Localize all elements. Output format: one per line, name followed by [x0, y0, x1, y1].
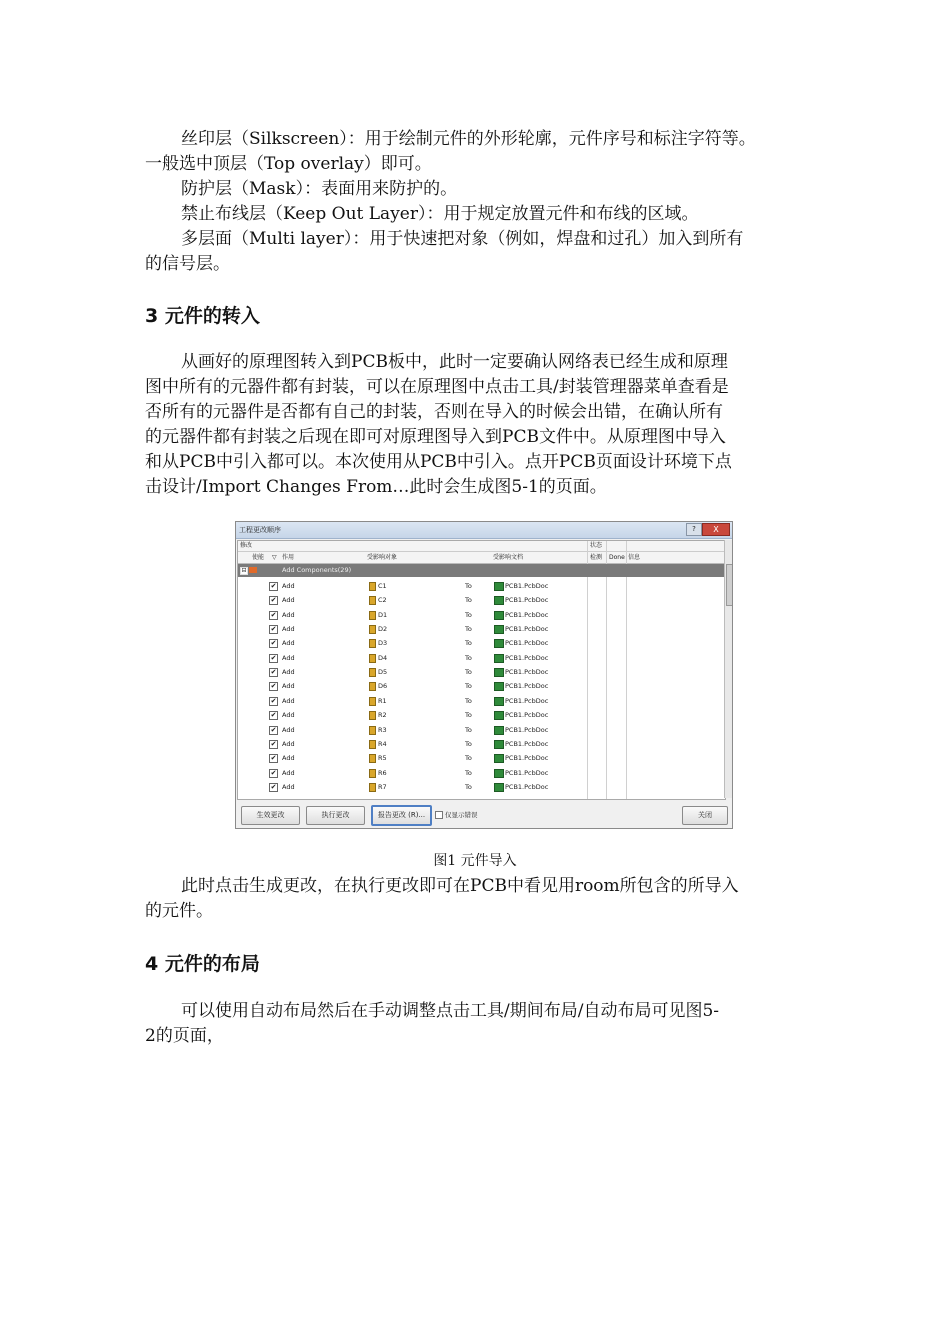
- pcb-document-icon: [494, 726, 504, 735]
- component-icon: [369, 582, 376, 591]
- table-row[interactable]: [238, 780, 588, 794]
- row-affected-object: R1: [378, 696, 387, 705]
- row-affected-object: D6: [378, 682, 388, 691]
- component-icon: [369, 682, 376, 691]
- paragraph-generate: [145, 874, 810, 924]
- row-affected-document: PCB1.PcbDoc: [505, 682, 549, 691]
- table-row[interactable]: [238, 636, 588, 650]
- text-line: 的信号层。: [145, 254, 230, 274]
- vertical-scrollbar[interactable]: [724, 540, 733, 798]
- pcb-document-icon: [494, 625, 504, 634]
- enable-checkbox[interactable]: ✔: [270, 725, 277, 734]
- text-line: 一般选中顶层（Top overlay）即可。: [145, 154, 432, 174]
- row-affected-document: PCB1.PcbDoc: [505, 610, 549, 619]
- text-line: 可以使用自动布局然后在手动调整点击工具/期间布局/自动布局可见图5-: [181, 1001, 720, 1021]
- component-icon: [369, 783, 376, 792]
- paragraph-mask: [145, 177, 810, 202]
- text-line: 图中所有的元器件都有封装，可以在原理图中点击工具/封装管理器菜单查看是: [145, 377, 729, 397]
- row-affected-object: D3: [378, 639, 388, 648]
- row-to: To: [465, 639, 472, 648]
- row-action: Add: [282, 782, 295, 791]
- row-affected-object: R2: [378, 711, 387, 720]
- row-to: To: [465, 653, 472, 662]
- table-row[interactable]: [238, 665, 588, 679]
- row-action: Add: [282, 768, 295, 777]
- changes-grid: [237, 540, 726, 800]
- only-errors-checkbox[interactable]: [435, 811, 443, 819]
- paragraph-keepout: [145, 202, 810, 227]
- row-affected-object: C2: [378, 596, 387, 605]
- row-action: Add: [282, 596, 295, 605]
- text-line: 的元件。: [145, 901, 213, 921]
- enable-checkbox[interactable]: ✔: [270, 682, 277, 691]
- row-affected-document: PCB1.PcbDoc: [505, 782, 549, 791]
- row-affected-document: PCB1.PcbDoc: [505, 768, 549, 777]
- row-affected-document: PCB1.PcbDoc: [505, 639, 549, 648]
- text-line: 的元器件都有封装之后现在即可对原理图导入到PCB文件中。从原理图中导入: [145, 427, 726, 447]
- group-header-status: 状态: [588, 541, 725, 552]
- enable-checkbox[interactable]: ✔: [270, 582, 277, 590]
- row-action: Add: [282, 610, 295, 619]
- group-header-modify: 修改: [238, 541, 588, 552]
- table-row[interactable]: [238, 679, 588, 693]
- table-row[interactable]: [238, 622, 588, 636]
- dialog-title: 工程更改顺序: [239, 526, 281, 534]
- enable-checkbox[interactable]: ✔: [270, 610, 277, 619]
- text-line: 从画好的原理图转入到PCB板中，此时一定要确认网络表已经生成和原理: [181, 352, 728, 372]
- enable-checkbox[interactable]: ✔: [270, 668, 277, 677]
- row-affected-document: PCB1.PcbDoc: [505, 625, 549, 634]
- row-affected-object: R3: [378, 725, 387, 734]
- col-message[interactable]: 信息: [628, 554, 641, 561]
- row-affected-object: R6: [378, 768, 387, 777]
- row-affected-object: R4: [378, 739, 387, 748]
- table-row[interactable]: [238, 708, 588, 722]
- pcb-document-icon: [494, 682, 504, 691]
- enable-checkbox[interactable]: ✔: [270, 639, 277, 648]
- row-to: To: [465, 739, 472, 748]
- column-divider: [626, 541, 627, 799]
- row-to: To: [465, 768, 472, 777]
- enable-checkbox[interactable]: ✔: [270, 768, 277, 777]
- execute-changes-button[interactable]: 执行更改: [306, 806, 365, 825]
- text-line: 2的页面，: [145, 1026, 224, 1046]
- enable-checkbox[interactable]: ✔: [270, 754, 277, 763]
- row-affected-document: PCB1.PcbDoc: [505, 739, 549, 748]
- row-affected-document: PCB1.PcbDoc: [505, 653, 549, 662]
- enable-checkbox[interactable]: ✔: [270, 739, 277, 748]
- row-action: Add: [282, 639, 295, 648]
- section-heading-4: 4 元件的布局: [145, 953, 260, 975]
- component-icon: [369, 625, 376, 634]
- row-affected-object: D5: [378, 668, 388, 677]
- close-icon[interactable]: X: [702, 523, 730, 536]
- table-row[interactable]: [238, 737, 588, 751]
- dialog-titlebar: [236, 522, 732, 539]
- help-icon[interactable]: ?: [686, 523, 702, 536]
- row-affected-document: PCB1.PcbDoc: [505, 596, 549, 605]
- table-row[interactable]: [238, 593, 588, 607]
- component-icon: [369, 697, 376, 706]
- group-row-add-components[interactable]: [238, 564, 725, 577]
- row-action: Add: [282, 711, 295, 720]
- figure-caption: 图1 元件导入: [433, 853, 517, 869]
- collapse-icon[interactable]: ⊟: [241, 567, 247, 574]
- enable-checkbox[interactable]: ✔: [270, 696, 277, 705]
- text-line: 击设计/Import Changes From…此时会生成图5-1的页面。: [145, 477, 607, 497]
- row-affected-object: D2: [378, 625, 388, 634]
- col-check[interactable]: 检测: [590, 554, 603, 561]
- component-icon: [369, 596, 376, 605]
- text-line: 多层面（Multi layer）：用于快速把对象（例如，焊盘和过孔）加入到所有: [181, 229, 744, 249]
- row-action: Add: [282, 725, 295, 734]
- col-action[interactable]: 作用: [282, 554, 295, 561]
- row-affected-document: PCB1.PcbDoc: [505, 582, 549, 590]
- pcb-document-icon: [494, 769, 504, 778]
- row-affected-document: PCB1.PcbDoc: [505, 711, 549, 720]
- row-affected-document: PCB1.PcbDoc: [505, 696, 549, 705]
- text-line: 防护层（Mask）：表面用来防护的。: [181, 179, 458, 199]
- enable-checkbox[interactable]: ✔: [270, 596, 277, 605]
- only-errors-label: 仅显示错误: [445, 811, 478, 819]
- pcb-document-icon: [494, 697, 504, 706]
- pcb-document-icon: [494, 596, 504, 605]
- component-icon: [369, 740, 376, 749]
- paragraph-silkscreen: [145, 127, 810, 177]
- table-row[interactable]: [238, 579, 588, 593]
- row-to: To: [465, 725, 472, 734]
- pcb-document-icon: [494, 783, 504, 792]
- row-action: Add: [282, 653, 295, 662]
- pcb-document-icon: [494, 711, 504, 720]
- scrollbar-thumb[interactable]: [726, 564, 733, 606]
- close-button[interactable]: 关闭: [682, 806, 728, 825]
- row-to: To: [465, 596, 472, 605]
- enable-checkbox[interactable]: ✔: [270, 711, 277, 720]
- row-to: To: [465, 696, 472, 705]
- enable-checkbox[interactable]: ✔: [270, 625, 277, 634]
- report-changes-button[interactable]: 报告更改 (R)...: [371, 805, 432, 826]
- enable-checkbox[interactable]: ✔: [270, 782, 277, 791]
- row-action: Add: [282, 625, 295, 634]
- row-to: To: [465, 711, 472, 720]
- row-action: Add: [282, 696, 295, 705]
- row-to: To: [465, 610, 472, 619]
- row-to: To: [465, 682, 472, 691]
- column-headers: [238, 552, 725, 564]
- component-icon: [369, 639, 376, 648]
- paragraph-layout: [145, 999, 810, 1049]
- pcb-document-icon: [494, 582, 504, 591]
- component-icon: [369, 611, 376, 620]
- pcb-document-icon: [494, 654, 504, 663]
- pcb-document-icon: [494, 668, 504, 677]
- text-line: 此时点击生成更改，在执行更改即可在PCB中看见用room所包含的所导入: [181, 876, 739, 896]
- table-row[interactable]: [238, 766, 588, 780]
- dialog-button-bar: [236, 802, 732, 828]
- table-row[interactable]: [238, 723, 588, 737]
- table-row[interactable]: [238, 608, 588, 622]
- row-action: Add: [282, 682, 295, 691]
- component-icon: [369, 711, 376, 720]
- row-action: Add: [282, 754, 295, 763]
- text-line: 禁止布线层（Keep Out Layer）：用于规定放置元件和布线的区域。: [181, 204, 699, 224]
- sort-icon[interactable]: ▽: [272, 554, 277, 561]
- col-done[interactable]: Done: [609, 554, 625, 561]
- text-line: 否所有的元器件是否都有自己的封装，否则在导入的时候会出错，在确认所有: [145, 402, 723, 422]
- row-to: To: [465, 625, 472, 634]
- pcb-document-icon: [494, 611, 504, 620]
- row-to: To: [465, 582, 472, 590]
- validate-changes-button[interactable]: 生效更改: [241, 806, 300, 825]
- pcb-document-icon: [494, 740, 504, 749]
- row-action: Add: [282, 668, 295, 677]
- row-affected-object: D1: [378, 610, 388, 619]
- pcb-document-icon: [494, 754, 504, 763]
- row-to: To: [465, 668, 472, 677]
- section-heading-3: 3 元件的转入: [145, 305, 260, 327]
- row-affected-document: PCB1.PcbDoc: [505, 754, 549, 763]
- table-row[interactable]: [238, 651, 588, 665]
- component-icon: [369, 754, 376, 763]
- table-row[interactable]: [238, 751, 588, 765]
- paragraph-multilayer: [145, 227, 810, 277]
- row-action: Add: [282, 739, 295, 748]
- row-action: Add: [282, 582, 295, 590]
- paragraph-import: [145, 350, 810, 500]
- folder-icon: [249, 567, 257, 573]
- row-affected-object: C1: [378, 582, 387, 590]
- col-affected-document[interactable]: 受影响文档: [493, 554, 524, 561]
- row-to: To: [465, 754, 472, 763]
- pcb-document-icon: [494, 639, 504, 648]
- row-to: To: [465, 782, 472, 791]
- component-icon: [369, 668, 376, 677]
- text-line: 丝印层（Silkscreen）：用于绘制元件的外形轮廓，元件序号和标注字符等。: [181, 129, 756, 149]
- col-enable[interactable]: 使能: [252, 554, 265, 561]
- column-divider: [606, 541, 607, 799]
- ecoorder-dialog-figure: [235, 521, 733, 829]
- component-icon: [369, 769, 376, 778]
- table-row[interactable]: [238, 694, 588, 708]
- group-row-label: Add Components(29): [282, 566, 352, 574]
- row-affected-document: PCB1.PcbDoc: [505, 725, 549, 734]
- row-affected-object: R5: [378, 754, 387, 763]
- row-affected-object: D4: [378, 653, 388, 662]
- enable-checkbox[interactable]: ✔: [270, 653, 277, 662]
- component-icon: [369, 726, 376, 735]
- col-affected-object[interactable]: 受影响对象: [367, 554, 398, 561]
- component-icon: [369, 654, 376, 663]
- text-line: 和从PCB中引入都可以。本次使用从PCB中引入。点开PCB页面设计环境下点: [145, 452, 732, 472]
- row-affected-object: R7: [378, 782, 387, 791]
- row-affected-document: PCB1.PcbDoc: [505, 668, 549, 677]
